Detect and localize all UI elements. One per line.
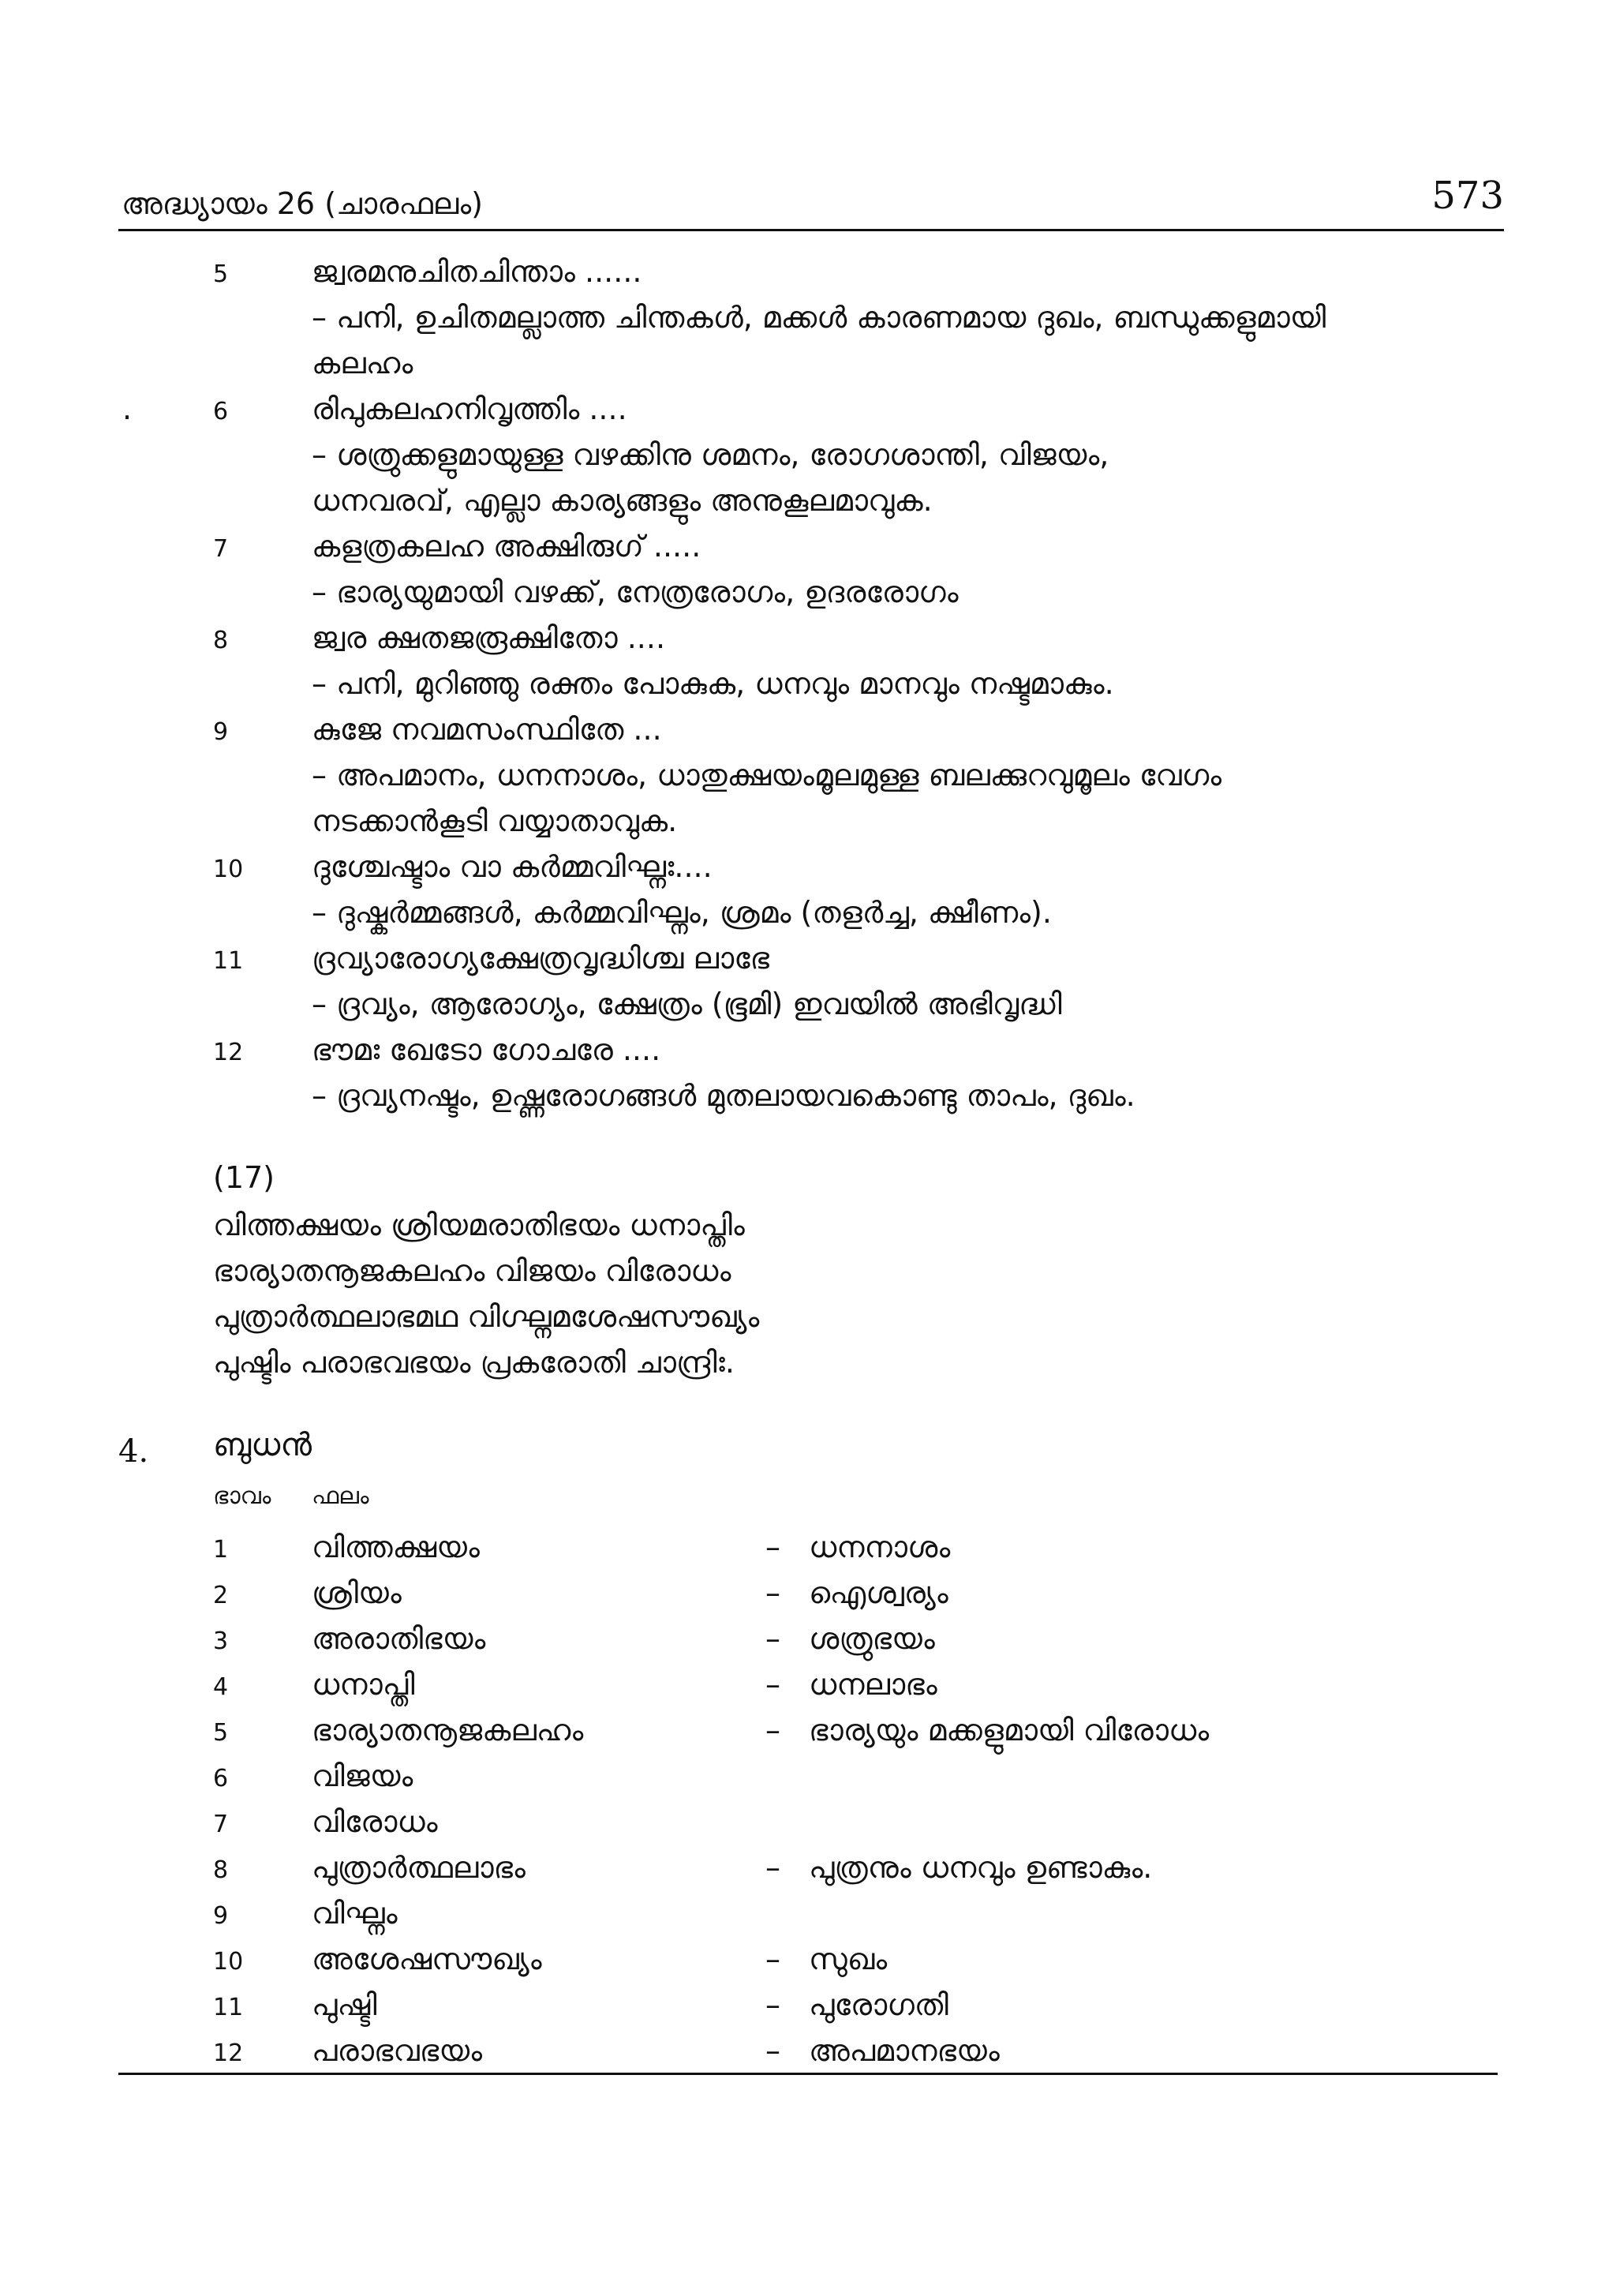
row-meaning: അപമാനഭയം bbox=[809, 2033, 1000, 2068]
entry-line: – ശത്രുക്കളുമായുള്ള വഴക്കിനു ശമനം, രോഗശാന്തി, വിജയം, bbox=[312, 437, 1109, 472]
entry-line: ദ്രവ്യാരോഗ്യക്ഷേത്രവൃദ്ധിശ്ച ലാഭേ bbox=[312, 941, 769, 976]
entry-line: ധനവരവ്, എല്ലാ കാര്യങ്ങളും അനുകൂലമാവുക. bbox=[312, 483, 933, 518]
row-term: പുഷ്ടി bbox=[312, 1987, 377, 2022]
entry-number: 10 bbox=[213, 856, 244, 883]
entry-line: കലഹം bbox=[312, 346, 413, 380]
entry-line: – ഭാര്യയുമായി വഴക്ക്, നേത്രരോഗം, ഉദരരോഗം bbox=[312, 575, 959, 609]
entry-number: 5 bbox=[213, 260, 229, 288]
header-rule bbox=[118, 229, 1504, 231]
row-term: വിത്തക്ഷയം bbox=[312, 1530, 480, 1564]
chapter-title: അദ്ധ്യായം 26 (ചാരഫലം) bbox=[122, 186, 483, 221]
section-title: ബുധൻ bbox=[213, 1427, 312, 1463]
stray-mark: . bbox=[122, 391, 133, 426]
row-number: 9 bbox=[213, 1902, 229, 1930]
entry-line: – ദ്രവ്യം, ആരോഗ്യം, ക്ഷേത്രം (ഭൂമി) ഇവയിൽ അഭിവൃദ്ധി bbox=[312, 987, 1062, 1021]
entry-line: – അപമാനം, ധനനാശം, ധാതുക്ഷയംമൂലമുള്ള ബലക്കുറവുമൂലം വേഗം bbox=[312, 758, 1222, 792]
row-number: 1 bbox=[213, 1536, 229, 1564]
row-number: 10 bbox=[213, 1948, 244, 1976]
row-number: 5 bbox=[213, 1719, 229, 1747]
entry-number: 7 bbox=[213, 535, 229, 563]
row-meaning: സുഖം bbox=[809, 1942, 888, 1976]
row-number: 6 bbox=[213, 1765, 229, 1792]
section-number: 4. bbox=[118, 1433, 149, 1470]
row-meaning: ധനനാശം bbox=[809, 1530, 951, 1564]
row-dash: – bbox=[765, 1575, 780, 1610]
row-meaning: പുത്രനും ധനവും ഉണ്ടാകും. bbox=[809, 1850, 1153, 1885]
entry-number: 8 bbox=[213, 627, 229, 654]
entry-line: കളത്രകലഹ അക്ഷിരുഗ് ..... bbox=[312, 529, 701, 564]
row-dash: – bbox=[765, 1667, 780, 1702]
row-dash: – bbox=[765, 1850, 780, 1885]
verse-label: (17) bbox=[213, 1160, 275, 1195]
entry-line: – ദുഷ്കർമ്മങ്ങൾ, കർമ്മവിഘ്നം, ശ്രമം (തളർച്ച, ക്ഷീണം). bbox=[312, 895, 1052, 930]
row-meaning: ധനലാഭം bbox=[809, 1667, 937, 1702]
row-term: ഭാര്യാതനൂജകലഹം bbox=[312, 1713, 584, 1747]
row-meaning: ഐശ്വര്യം bbox=[809, 1575, 948, 1610]
row-term: അശേഷസൗഖ്യം bbox=[312, 1942, 542, 1976]
row-term: വിരോധം bbox=[312, 1804, 438, 1839]
row-meaning: പുരോഗതി bbox=[809, 1987, 948, 2022]
row-number: 8 bbox=[213, 1856, 229, 1884]
entry-line: ദുശ്ചേഷ്ടാം വാ കർമ്മവിഘ്നഃ.... bbox=[312, 849, 713, 884]
row-term: വിഘ്നം bbox=[312, 1896, 398, 1931]
row-number: 4 bbox=[213, 1673, 229, 1701]
verse-line: പുഷ്ടിം പരാഭവഭയം പ്രകരോതി ചാന്ദ്രിഃ. bbox=[213, 1345, 735, 1380]
row-dash: – bbox=[765, 1987, 780, 2022]
row-term: വിജയം bbox=[312, 1759, 413, 1793]
footer-rule bbox=[118, 2073, 1498, 2075]
row-number: 11 bbox=[213, 1994, 244, 2021]
row-meaning: ശത്രുഭയം bbox=[809, 1621, 935, 1656]
row-number: 2 bbox=[213, 1582, 229, 1609]
row-number: 12 bbox=[213, 2039, 244, 2067]
row-term: ശ്രിയം bbox=[312, 1575, 402, 1610]
entry-line: നടക്കാൻകൂടി വയ്യാതാവുക. bbox=[312, 803, 678, 838]
verse-line: പുത്രാർത്ഥലാഭമഥ വിഗ്ഘ്നമശേഷസൗഖ്യം bbox=[213, 1299, 760, 1334]
row-term: അരാതിഭയം bbox=[312, 1621, 486, 1656]
entry-number: 6 bbox=[213, 398, 229, 425]
column-header-bhavam: ഭാവം bbox=[213, 1482, 271, 1510]
row-meaning: ഭാര്യയും മക്കളുമായി വിരോധം bbox=[809, 1713, 1210, 1747]
row-number: 3 bbox=[213, 1627, 229, 1655]
row-term: പുത്രാർത്ഥലാഭം bbox=[312, 1850, 526, 1885]
row-dash: – bbox=[765, 2033, 780, 2068]
entry-line: ജ്വരമനുചിതചിന്താം ...... bbox=[312, 254, 642, 289]
page-header bbox=[118, 174, 1504, 223]
row-term: ധനാപ്തി bbox=[312, 1667, 415, 1702]
row-dash: – bbox=[765, 1942, 780, 1976]
entry-line: രിപുകലഹനിവൃത്തിം .... bbox=[312, 391, 627, 426]
verse-line: ഭാര്യാതനൂജകലഹം വിജയം വിരോധം bbox=[213, 1253, 731, 1288]
verse-line: വിത്തക്ഷയം ശ്രിയമരാതിഭയം ധനാപ്തിം bbox=[213, 1208, 745, 1242]
entry-line: – പനി, ഉചിതമല്ലാത്ത ചിന്തകൾ, മക്കൾ കാരണമായ ദുഖം, ബന്ധുക്കളുമായി bbox=[312, 300, 1326, 335]
entry-number: 9 bbox=[213, 718, 229, 746]
entry-line: – പനി, മുറിഞ്ഞു രക്തം പോകുക, ധനവും മാനവും നഷ്ടമാകും. bbox=[312, 666, 1114, 701]
row-term: പരാഭവഭയം bbox=[312, 2033, 482, 2068]
row-dash: – bbox=[765, 1530, 780, 1564]
row-dash: – bbox=[765, 1621, 780, 1656]
row-dash: – bbox=[765, 1713, 780, 1747]
entry-line: – ദ്രവ്യനഷ്ടം, ഉഷ്ണരോഗങ്ങൾ മുതലായവകൊണ്ടു താപം, ദുഖം. bbox=[312, 1078, 1135, 1113]
column-header-phalam: ഫലം bbox=[312, 1482, 369, 1510]
row-number: 7 bbox=[213, 1811, 229, 1838]
entry-line: കുജേ നവമസംസ്ഥിതേ ... bbox=[312, 712, 662, 747]
entry-number: 12 bbox=[213, 1039, 244, 1066]
page-number: 573 bbox=[1431, 174, 1504, 218]
entry-number: 11 bbox=[213, 947, 244, 975]
entry-line: ജ്വര ക്ഷതജരൂക്ഷിതോ .... bbox=[312, 620, 666, 655]
entry-line: ഭൗമഃ ഖേടോ ഗോചരേ .... bbox=[312, 1032, 661, 1067]
